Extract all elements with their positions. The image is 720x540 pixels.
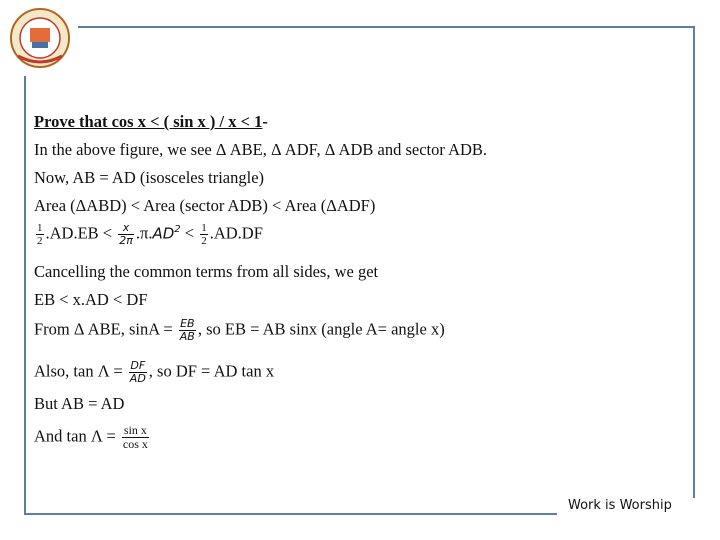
fraction-half: $\frac{1}{2}$ — [37, 222, 43, 248]
line-eb-inequality: EB < x.AD < DF — [34, 290, 148, 309]
line-area-inequality: Area (ΔABD) < Area (sector ADB) < Area (ΔADF) — [34, 196, 376, 215]
slide-frame-right — [693, 26, 695, 498]
slide-frame-bottom — [24, 513, 557, 515]
fraction-sin-cos: $\frac{\text{sin x}}{\text{cos x}}$ — [122, 423, 148, 452]
footer-motto: Work is Worship — [568, 498, 672, 513]
line-tan-sin-cos: And tan Λ = $\frac{\text{sin x}}{\text{cos x}}$ — [34, 423, 148, 452]
proof-title-dash: - — [262, 112, 268, 131]
fraction-x-over-2pi: $\frac{x}{2\pi}$ — [119, 221, 133, 248]
fraction-eb-ab: $\frac{EB}{AB}$ — [179, 317, 195, 344]
line-area-formula: $\frac{1}{2}$ .AD.EB < $\frac{x}{2\pi}$ $.\pi.AD^2$ < $\frac{1}{2}$ .AD.DF — [37, 221, 263, 248]
line-isosceles: Now, AB = AD (isosceles triangle) — [34, 168, 265, 187]
institution-logo — [8, 6, 72, 70]
slide-frame-left — [24, 76, 26, 515]
line-sin-a: From Δ ABE, sinA = $\frac{EB}{AB}$ , so EB = AB sinx (angle A= angle x) — [34, 317, 445, 344]
proof-title-text: Prove that cos x < ( sin x ) / x < 1 — [34, 112, 263, 131]
slide-frame-top — [78, 26, 695, 28]
line-cancelling: Cancelling the common terms from all sides, we get — [34, 262, 379, 281]
fraction-df-ad: $\frac{DF}{AD}$ — [129, 359, 146, 386]
proof-title — [34, 112, 268, 132]
line-tan-a: Also, tan Λ = $\frac{DF}{AD}$ , so DF = AD tan x — [34, 359, 275, 386]
line-ab-ad: But AB = AD — [34, 394, 125, 413]
fraction-half-2: $\frac{1}{2}$ — [201, 222, 207, 248]
line-triangles: In the above figure, we see Δ ABE, Δ ADF, Δ ADB and sector ADB. — [34, 140, 488, 159]
